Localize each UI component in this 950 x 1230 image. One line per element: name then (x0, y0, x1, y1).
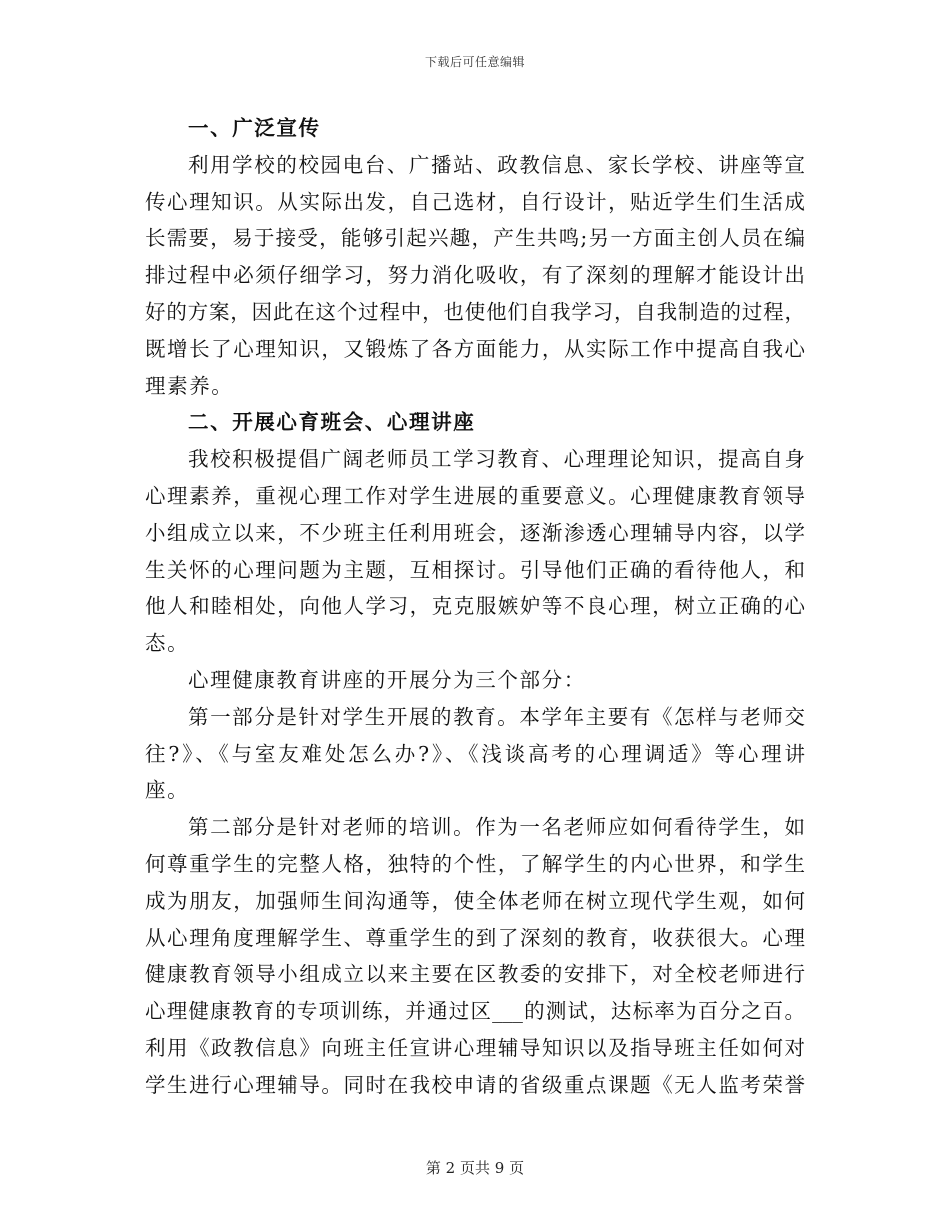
paragraph-line: 心理素养，重视心理工作对学生进展的重要意义。心理健康教育领导 (145, 483, 805, 508)
paragraph-line: 利用学校的校园电台、广播站、政教信息、家长学校、讲座等宣 (188, 152, 805, 177)
paragraph-line: 理素养。 (145, 373, 234, 398)
paragraph-line: 排过程中必须仔细学习，努力消化吸收，有了深刻的理解才能设计出 (145, 263, 805, 288)
section-heading-class-meetings: 二、开展心育班会、心理讲座 (188, 410, 476, 435)
paragraph-line: 他人和睦相处，向他人学习，克克服嫉妒等不良心理，树立正确的心 (145, 594, 805, 619)
page-footer: 第 2 页共 9 页 (425, 1159, 525, 1177)
paragraph-line: 长需要，易于接受，能够引起兴趣，产生共鸣;另一方面主创人员在编 (145, 226, 805, 251)
paragraph-line: 利用《政教信息》向班主任宣讲心理辅导知识以及指导班主任如何对 (145, 1035, 805, 1060)
paragraph-line: 成为朋友，加强师生间沟通等，使全体老师在树立现代学生观，如何 (145, 888, 805, 913)
paragraph-line: 座。 (145, 778, 190, 803)
paragraph-line: 何尊重学生的完整人格，独特的个性，了解学生的内心世界，和学生 (145, 851, 805, 876)
paragraph-line: 第一部分是针对学生开展的教育。本学年主要有《怎样与老师交 (188, 704, 805, 729)
paragraph-line: 传心理知识。从实际出发，自己选材，自行设计，贴近学生们生活成 (145, 189, 805, 214)
paragraph-line: 生关怀的心理问题为主题，互相探讨。引导他们正确的看待他人，和 (145, 557, 805, 582)
paragraph-line: 心理健康教育讲座的开展分为三个部分： (188, 667, 586, 692)
paragraph-line: 态。 (145, 631, 190, 656)
paragraph-line: 往?》、《与室友难处怎么办?》、《浅谈高考的心理调适》等心理讲 (145, 741, 805, 766)
document-body (145, 110, 805, 1104)
paragraph-line: 学生进行心理辅导。同时在我校申请的省级重点课题《无人监考荣誉 (145, 1072, 805, 1097)
paragraph-line: 从心理角度理解学生、尊重学生的到了深刻的教育，收获很大。心理 (145, 925, 805, 950)
paragraph-line: 小组成立以来，不少班主任利用班会，逐渐渗透心理辅导内容，以学 (145, 520, 805, 545)
paragraph-line: 健康教育领导小组成立以来主要在区教委的安排下，对全校老师进行 (145, 962, 805, 987)
paragraph-line: 好的方案，因此在这个过程中，也使他们自我学习，自我制造的过程， (145, 299, 805, 324)
paragraph-line: 既增长了心理知识，又锻炼了各方面能力，从实际工作中提高自我心 (145, 336, 805, 361)
paragraph-line: 第二部分是针对老师的培训。作为一名老师应如何看待学生，如 (188, 815, 805, 840)
page-header: 下载后可任意编辑 (424, 55, 525, 69)
paragraph-line: 我校积极提倡广阔老师员工学习教育、心理理论知识，提高自身 (188, 447, 805, 472)
section-heading-publicity: 一、广泛宣传 (188, 116, 321, 140)
paragraph-line: 心理健康教育的专项训练，并通过区___的测试，达标率为百分之百。 (145, 999, 805, 1024)
